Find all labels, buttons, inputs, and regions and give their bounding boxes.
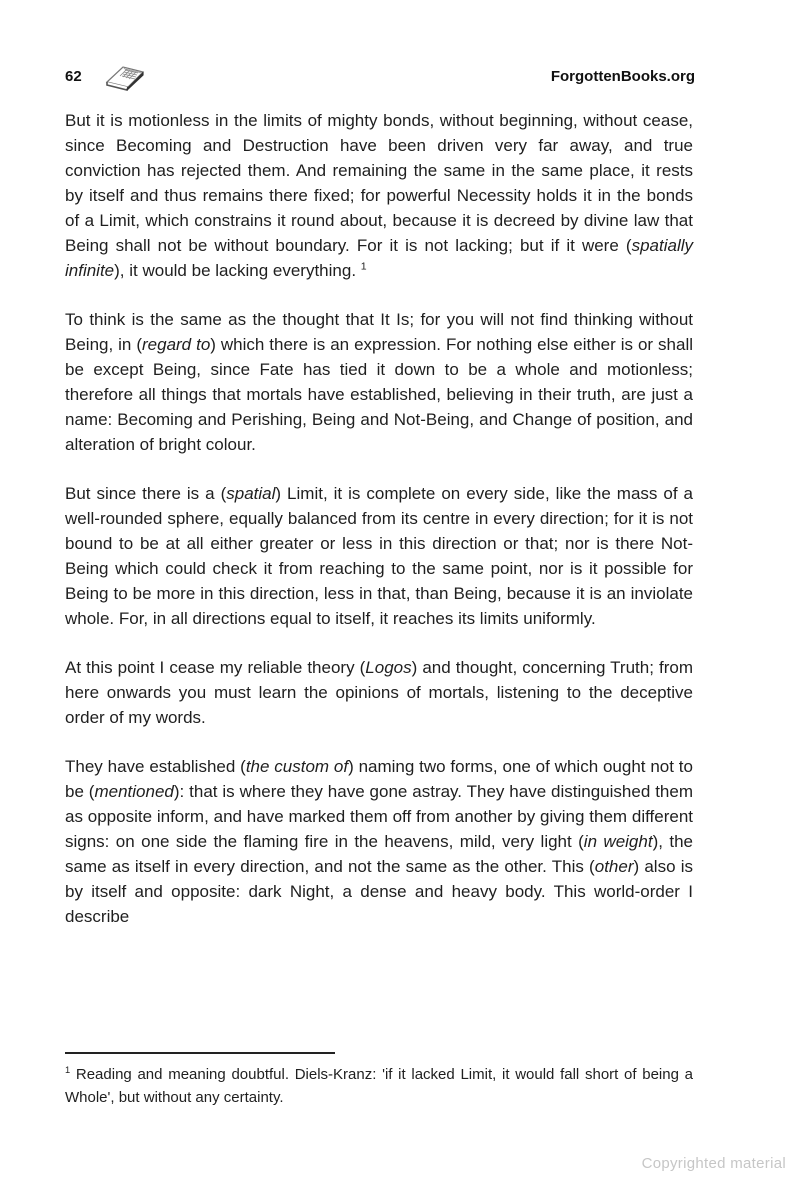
open-book-icon [104,59,146,93]
paragraph-3: But since there is a (spatial) Limit, it is complete on every side, like the mass of a well-rounded sphere, equally balanced from its centre in every direction; for it is not bound to be at all either greater or less in this direction or that; nor is there Not-Being which could check it from reaching to the same point, nor is it possible for Being to be more in this direction, less in that, than Being, because it is an inviolate whole. For, in all directions equal to itself, it reaches its limits uniformly. [65,484,693,628]
page-number: 62 [65,67,82,85]
paragraph-2: To think is the same as the thought that It Is; for you will not find thinking without Being, in (regard to) which there is an expression. For nothing else either is or shall be except Being, since Fate has tied it down to be a whole and motionless; therefore all things that mortals have established, believing in their truth, are just a name: Becoming and Perishing, Being and Not-Being, and Change of position, and alteration of bright colour. [65,310,694,454]
site-name: ForgottenBooks.org [550,67,695,85]
body-text [65,108,693,953]
paragraph-1: But it is motionless in the limits of mighty bonds, without beginning, without cease, since Becoming and Destruction have been driven very far away, and true conviction has rejected them. And remaining the same in the same place, it rests by itself and thus remains there fixed; for powerful Necessity holds it in the bonds of a Limit, which constrains it round about, because it is decreed by divine law that Being shall not be without boundary. For it is not lacking; but if it were (spatially infinite), it would be lacking everything. $^1$ [65,111,693,280]
paragraph-4: At this point I cease my reliable theory (Logos) and thought, concerning Truth; from here onwards you must learn the opinions of mortals, listening to the deceptive order of my words. [65,658,693,727]
page-header [65,58,695,94]
footnote [65,1052,693,1109]
paragraph-5: They have established (the custom of) naming two forms, one of which ought not to be (mentioned): that is where they have gone astray. They have distinguished them as opposite inform, and have marked them off from another by giving them different signs: on one side the flaming fire in the heavens, mild, very light (in weight), the same as itself in every direction, and not the same as the other. This (other) also is by itself and opposite: dark Night, a dense and heavy body. This world-order I describe [65,757,693,926]
copyright-watermark: Copyrighted material [641,1155,786,1172]
footnote-text: $^1$ Reading and meaning doubtful. Diels-Kranz: 'if it lacked Limit, it would fall short of being a Whole', but without any certainty. [65,1065,693,1106]
footnote-rule [65,1052,335,1054]
